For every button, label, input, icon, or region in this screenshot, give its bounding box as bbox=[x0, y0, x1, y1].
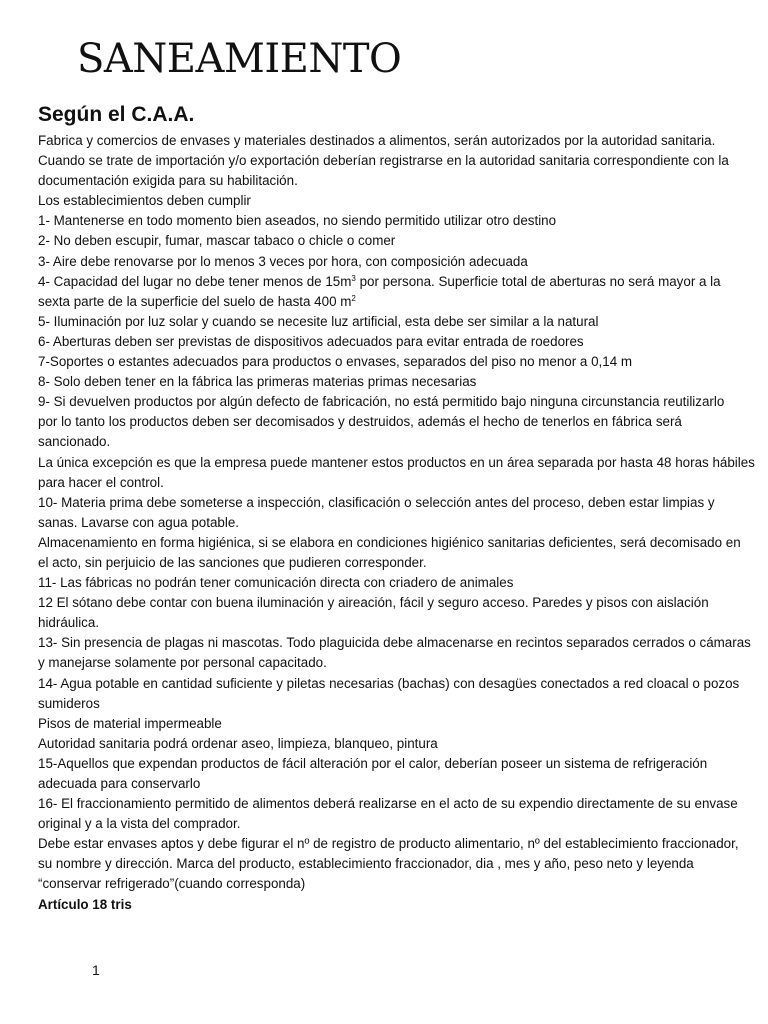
list-item-4-text-a: 4- Capacidad del lugar no debe tener menos de 15m bbox=[38, 273, 352, 289]
list-item-6: 6- Aberturas deben ser previstas de dispositivos adecuados para evitar entrada de roedores bbox=[38, 333, 584, 349]
list-item-7: 7-Soportes o estantes adecuados para productos o envases, separados del piso no menor a 0,14 m bbox=[38, 354, 633, 370]
list-item-2: 2- No deben escupir, fumar, mascar tabaco o chicle o comer bbox=[38, 233, 396, 249]
list-item-8: 8- Solo deben tener en la fábrica las primeras materias primas necesarias bbox=[38, 374, 477, 390]
list-item-15: 15-Aquellos que expendan productos de fácil alteración por el calor, deberían poseer un sistema de refrigeración bbox=[38, 755, 708, 771]
article-heading: Artículo 18 tris bbox=[38, 896, 132, 912]
cubic-superscript: 3 bbox=[351, 273, 356, 283]
list-item-13: 13- Sin presencia de plagas ni mascotas. Todo plaguicida debe almacenarse en recintos separados cerrados o cámaras bbox=[38, 635, 751, 651]
list-item-13-continuation: y manejarse solamente por personal capacitado. bbox=[38, 655, 327, 671]
body-line-1: Fabrica y comercios de envases y materiales destinados a alimentos, serán autorizados por la autoridad sanitaria. bbox=[38, 133, 716, 148]
body-line-labeling: Debe estar envases aptos y debe figurar el nº de registro de producto alimentario, nº del establecimiento fraccionador, bbox=[38, 836, 739, 852]
body-line-3: documentación exigida para su habilitación. bbox=[38, 173, 298, 189]
body-line-storage: Almacenamiento en forma higiénica, si se elabora en condiciones higiénico sanitarias deficientes, será decomisado en bbox=[38, 534, 741, 550]
list-item-10: 10- Materia prima debe someterse a inspección, clasificación o selección antes del proceso, deben estar limpias y bbox=[38, 494, 715, 510]
body-line-storage-continuation: el acto, sin perjuicio de las sanciones que pudieren corresponder. bbox=[38, 554, 427, 570]
list-item-4 bbox=[38, 272, 738, 292]
body-line-exception-continuation: para hacer el control. bbox=[38, 474, 164, 490]
list-item-4-continuation bbox=[38, 292, 738, 312]
list-item-12-continuation: hidráulica. bbox=[38, 615, 100, 631]
list-item-14-continuation: sumideros bbox=[38, 695, 100, 711]
list-item-9-continuation: por lo tanto los productos deben ser decomisados y destruidos, además el hecho de tenerlos en fábrica será bbox=[38, 414, 682, 430]
list-item-4-text-b: por persona. Superficie total de aberturas no será mayor a la bbox=[355, 273, 721, 289]
document-title: SANEAMIENTO bbox=[77, 36, 402, 82]
list-item-11: 11- Las fábricas no podrán tener comunicación directa con criadero de animales bbox=[38, 575, 514, 591]
body-line-authority: Autoridad sanitaria podrá ordenar aseo, limpieza, blanqueo, pintura bbox=[38, 735, 438, 751]
document-body bbox=[38, 131, 755, 915]
list-item-9-continuation: sancionado. bbox=[38, 434, 111, 450]
body-line-4: Los establecimientos deben cumplir bbox=[38, 193, 251, 209]
list-item-5: 5- Iluminación por luz solar y cuando se necesite luz artificial, esta debe ser similar a la natural bbox=[38, 313, 599, 329]
list-item-16-continuation: original y a la vista del comprador. bbox=[38, 816, 241, 832]
list-item-9: 9- Si devuelven productos por algún defecto de fabricación, no está permitido bajo ninguna circunstancia reutilizarlo bbox=[38, 394, 725, 410]
list-item-16: 16- El fraccionamiento permitido de alimentos deberá realizarse en el acto de su expendio directamente de su envase bbox=[38, 796, 738, 812]
square-superscript: 2 bbox=[351, 293, 356, 303]
list-item-1: 1- Mantenerse en todo momento bien aseados, no siendo permitido utilizar otro destino bbox=[38, 213, 557, 229]
list-item-3: 3- Aire debe renovarse por lo menos 3 veces por hora, con composición adecuada bbox=[38, 253, 528, 269]
document-subtitle: Según el C.A.A. bbox=[38, 103, 195, 126]
body-line-floors: Pisos de material impermeable bbox=[38, 715, 222, 731]
list-item-4-continuation-text: sexta parte de la superficie del suelo de hasta 400 m bbox=[38, 293, 352, 309]
body-line-2: Cuando se trate de importación y/o exportación deberían registrarse en la autoridad sanitaria correspondiente con la bbox=[38, 153, 729, 169]
body-line-labeling-continuation: “conservar refrigerado”(cuando corresponda) bbox=[38, 876, 306, 892]
list-item-14: 14- Agua potable en cantidad suficiente y piletas necesarias (bachas) con desagües conectados a red cloacal o pozos bbox=[38, 675, 740, 691]
list-item-10-continuation: sanas. Lavarse con agua potable. bbox=[38, 514, 240, 530]
body-line-exception: La única excepción es que la empresa puede mantener estos productos en un área separada por hasta 48 horas hábiles bbox=[38, 454, 755, 470]
list-item-15-continuation: adecuada para conservarlo bbox=[38, 776, 201, 791]
list-item-12: 12 El sótano debe contar con buena iluminación y aireación, fácil y seguro acceso. Paredes y pisos con aislación bbox=[38, 595, 709, 611]
page-number: 1 bbox=[92, 962, 100, 978]
body-line-labeling-continuation: su nombre y dirección. Marca del producto, establecimiento fraccionador, dia , mes y año, peso neto y leyenda bbox=[38, 856, 694, 872]
